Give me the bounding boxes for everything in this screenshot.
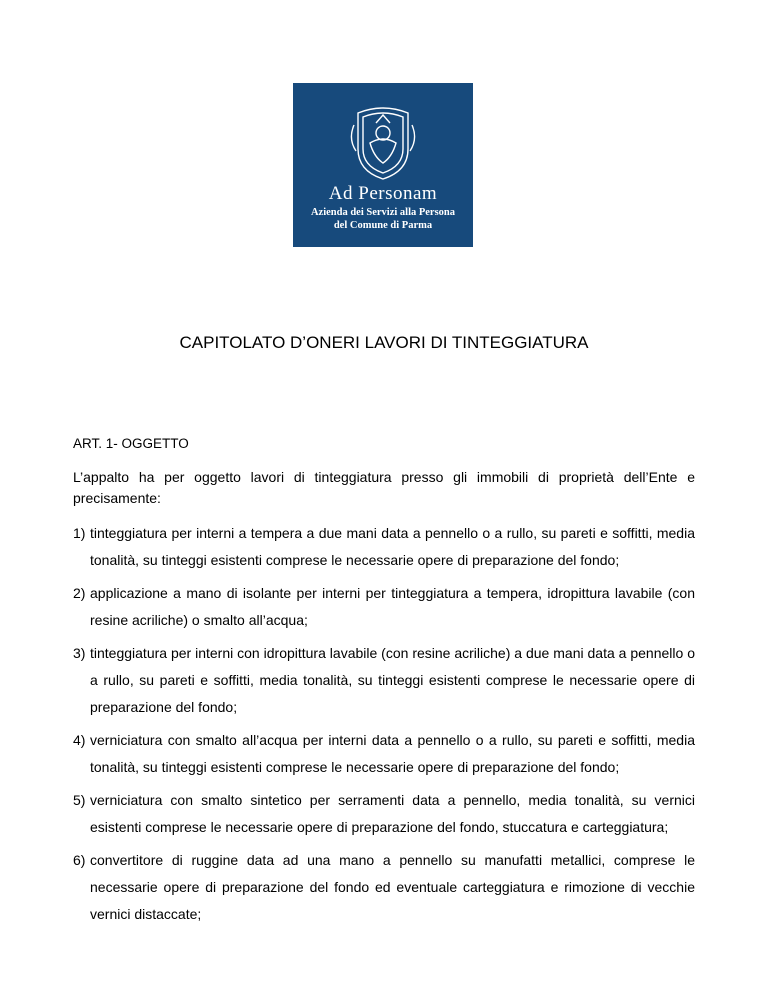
list-item [73,640,695,721]
crest-icon [348,105,418,181]
list-item [73,520,695,574]
list-item-number: 2) [73,585,86,601]
list-item [73,727,695,781]
list-item-number: 4) [73,732,86,748]
list-item [73,847,695,928]
intro-paragraph: L’appalto ha per oggetto lavori di tinteggiatura presso gli immobili di proprietà dell’Ente e precisamente: [73,469,695,506]
list-item [73,787,695,841]
article-heading: ART. 1- OGGETTO [73,436,189,451]
logo-name: Ad Personam [328,183,438,204]
list-item-text: applicazione a mano di isolante per interni per tinteggiatura a tempera, idropittura lavabile (con resine acriliche) o smalto all’acqua; [90,585,695,628]
list-item-text: convertitore di ruggine data ad una mano a pennello su manufatti metallici, comprese le necessarie opere di preparazione del fondo ed eventuale carteggiatura e rimozione di vecchie vernici distaccate; [90,852,695,922]
list-item-text: tinteggiatura per interni a tempera a due mani data a pennello o a rullo, su pareti e soffitti, media tonalità, su tinteggi esistenti comprese le necessarie opere di preparazione del fondo; [90,525,695,568]
list-item-text: verniciatura con smalto sintetico per serramenti data a pennello, media tonalità, su vernici esistenti comprese le necessarie opere di preparazione del fondo, stuccatura e carteggiatura; [90,792,695,835]
logo-subtitle-line2: del Comune di Parma [333,220,433,231]
list-item-number: 6) [73,852,86,868]
list-item-number: 3) [73,645,86,661]
list-item-number: 5) [73,792,86,808]
work-items-list [73,520,695,934]
list-item-text: tinteggiatura per interni con idropittura lavabile (con resine acriliche) a due mani data a pennello o a rullo, su pareti e soffitti, media tonalità, su tinteggi esistenti comprese le necessarie opere di preparazione del fondo; [90,645,695,715]
list-item-number: 1) [73,525,86,541]
list-item-text: verniciatura con smalto all’acqua per interni data a pennello o a rullo, su pareti e soffitti, media tonalità, su tinteggi esistenti comprese le necessarie opere di preparazione del fondo; [90,732,695,775]
list-item [73,580,695,634]
organization-logo [293,83,473,247]
logo-subtitle-line1: Azienda dei Servizi alla Persona [310,207,456,218]
document-title: CAPITOLATO D’ONERI LAVORI DI TINTEGGIATURA [179,333,589,352]
